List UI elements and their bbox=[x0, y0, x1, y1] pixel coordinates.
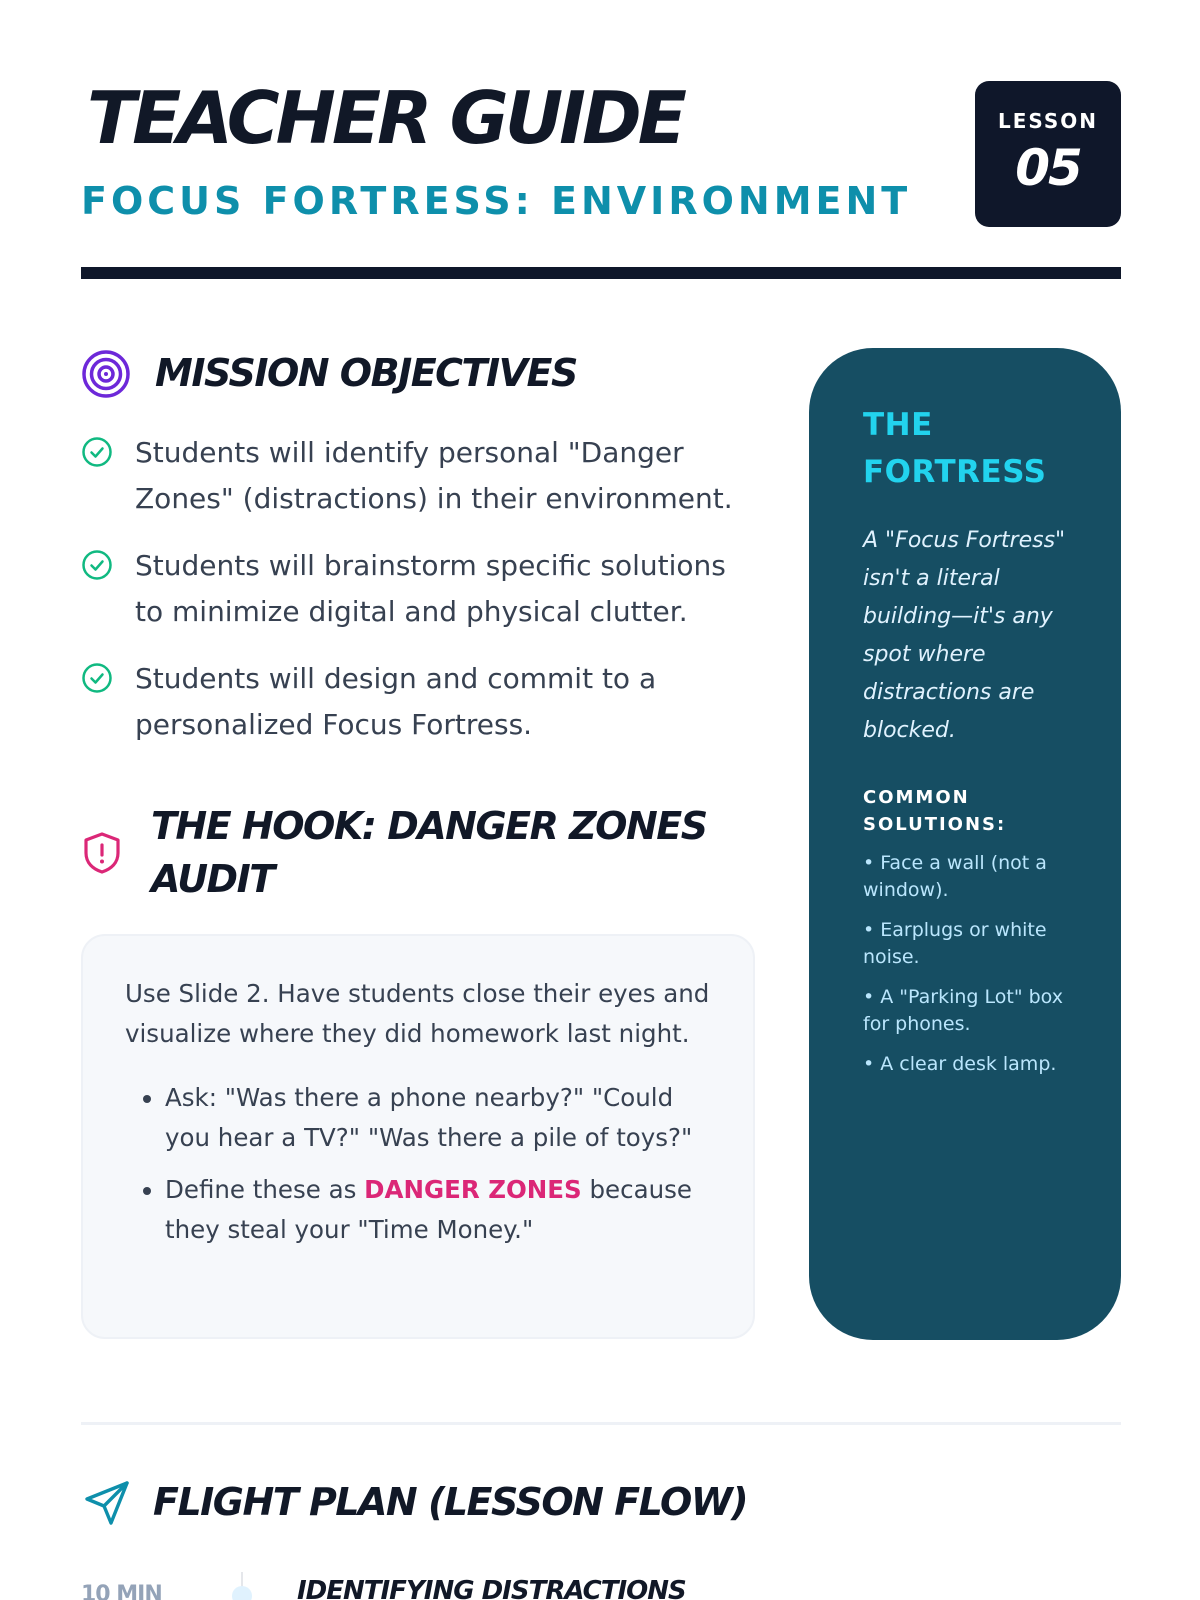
flight-plan-heading bbox=[83, 1476, 747, 1529]
check-circle-icon bbox=[81, 436, 113, 468]
section-divider bbox=[81, 1422, 1121, 1425]
lesson-badge bbox=[975, 81, 1121, 227]
page-title: TEACHER GUIDE bbox=[87, 76, 683, 160]
list-item bbox=[81, 656, 751, 748]
hook-card bbox=[81, 934, 755, 1339]
fortress-sidebar bbox=[809, 348, 1121, 1340]
list-item bbox=[81, 543, 751, 635]
timeline-dot bbox=[232, 1586, 252, 1600]
step-time: 10 MIN bbox=[81, 1582, 162, 1600]
objectives-list bbox=[81, 430, 751, 769]
shield-alert-icon bbox=[81, 831, 123, 875]
objective-text: Students will identify personal "Danger Zones" (distractions) in their environment. bbox=[135, 436, 733, 515]
check-circle-icon bbox=[81, 549, 113, 581]
objectives-heading bbox=[81, 347, 577, 400]
list-item: • A "Parking Lot" box for phones. bbox=[863, 986, 1063, 1035]
step-title: IDENTIFYING DISTRACTIONS bbox=[297, 1576, 686, 1600]
fortress-title-line2: FORTRESS bbox=[863, 454, 1047, 490]
lesson-label: LESSON bbox=[997, 109, 1099, 133]
hook-title-line2: AUDIT bbox=[151, 857, 274, 901]
lesson-number: 05 bbox=[1015, 139, 1081, 197]
navigation-arrow-icon bbox=[83, 1479, 131, 1527]
solutions-list bbox=[863, 850, 1081, 1078]
list-item: • Ask: "Was there a phone nearby?" "Could you hear a TV?" "Was there a pile of toys?" bbox=[165, 1078, 713, 1158]
hook-bullet-list bbox=[125, 1078, 713, 1250]
list-item: • A clear desk lamp. bbox=[863, 1053, 1057, 1075]
list-item bbox=[81, 430, 751, 522]
list-item bbox=[165, 1170, 713, 1250]
objectives-title: MISSION OBJECTIVES bbox=[155, 351, 577, 395]
objective-text: Students will design and commit to a personalized Focus Fortress. bbox=[135, 662, 657, 741]
page-subtitle: FOCUS FORTRESS: ENVIRONMENT bbox=[81, 179, 912, 223]
hook-title-line1: THE HOOK: DANGER ZONES bbox=[151, 804, 707, 848]
bullet-text-prefix: Define these as bbox=[165, 1175, 365, 1204]
fortress-title-line1: THE bbox=[863, 407, 933, 443]
flight-plan-title: FLIGHT PLAN (LESSON FLOW) bbox=[153, 1480, 748, 1524]
objective-text: Students will brainstorm specific solutions to minimize digital and physical clutter. bbox=[135, 549, 726, 628]
target-icon bbox=[81, 349, 131, 399]
list-item: • Face a wall (not a window). bbox=[863, 852, 1047, 901]
check-circle-icon bbox=[81, 662, 113, 694]
fortress-description: A "Focus Fortress" isn't a literal building—it's any spot where distractions are blocked. bbox=[863, 528, 1066, 743]
header-divider bbox=[81, 267, 1121, 279]
bullet-text-suffix: because they steal your "Time Money." bbox=[165, 1175, 692, 1244]
danger-zones-highlight: DANGER ZONES bbox=[364, 1175, 582, 1204]
list-item: • Earplugs or white noise. bbox=[863, 919, 1047, 968]
hook-intro: Use Slide 2. Have students close their eyes and visualize where they did homework last night. bbox=[125, 979, 710, 1048]
solutions-title: COMMON SOLUTIONS: bbox=[863, 787, 1007, 835]
hook-heading bbox=[81, 800, 707, 906]
